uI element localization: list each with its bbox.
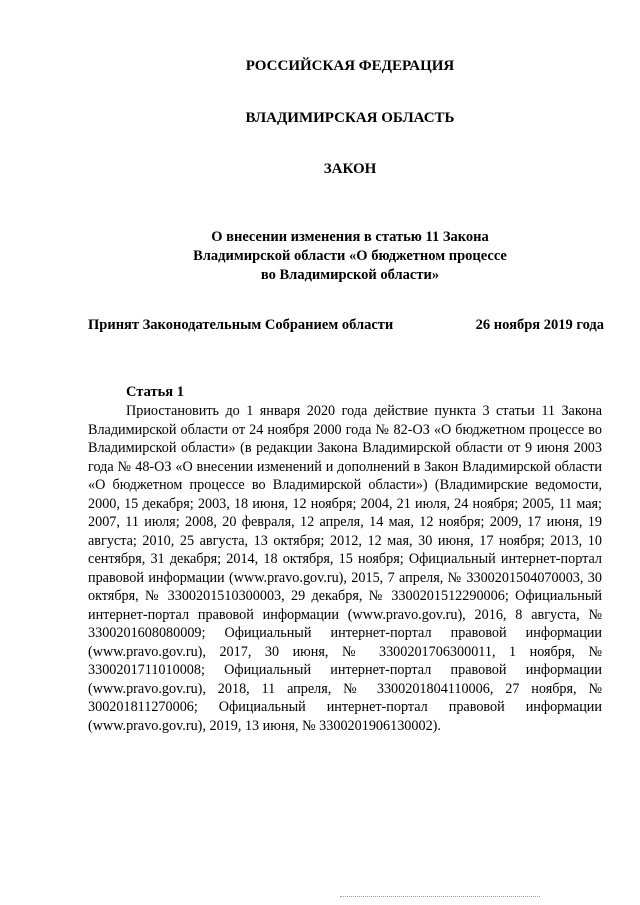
article-heading: Статья 1 — [126, 384, 184, 400]
law-title-line: О внесении изменения в статью 11 Закона — [211, 229, 489, 245]
region-heading: ВЛАДИМИРСКАЯ ОБЛАСТЬ — [245, 110, 455, 126]
scan-artifact-line — [340, 896, 540, 900]
adoption-date: 26 ноября 2019 года — [475, 317, 604, 333]
country-heading: РОССИЙСКАЯ ФЕДЕРАЦИЯ — [245, 58, 455, 74]
adoption-line — [88, 317, 604, 334]
adopted-by-text: Принят Законодательным Собранием области — [88, 317, 394, 333]
law-title — [40, 228, 640, 285]
document-type-heading: ЗАКОН — [323, 161, 377, 177]
law-title-line: во Владимирской области» — [260, 267, 440, 283]
article-body: Приостановить до 1 января 2020 года действие пункта 3 статьи 11 Закона Владимирской области от 24 ноября 2000 года № 82-ОЗ «О бюджетном процессе во Владимирской области» (в редакции Закона Владимирской области от 9 июня 2003 года № 48-ОЗ «О внесении изменений и дополнений в Закон Владимирской области «О бюджетном процессе во Владимирской области») (Владимирские ведомости, 2000, 15 декабря; 2003, 18 июня, 12 ноября; 2004, 21 июля, 24 ноября; 2005, 11 мая; 2007, 11 июля; 2008, 20 февраля, 12 апреля, 14 мая, 12 ноября; 2009, 17 июня, 19 августа; 2010, 25 августа, 13 октября; 2012, 12 мая, 30 июня, 17 ноября; 2013, 10 сентября, 31 декабря; 2014, 18 октября, 15 ноября; Официальный интернет-портал правовой информации (www.pravo.gov.ru), 2015, 7 апреля, № 3300201504070003, 30 октября, № 3300201510300003, 29 декабря, № 3300201512290006; Официальный интернет-портал правовой информации (www.pravo.gov.ru), 2016, 8 августа, № 3300201608080009; Официальный интернет-портал правовой информации (www.pravo.gov.ru), 2017, 30 июня, № 3300201706300011, 1 ноября, № 3300201711010008; Официальный интернет-портал правовой информации (www.pravo.gov.ru), 2018, 11 апреля, № 3300201804110006, 27 ноября, № 300201811270006; Официальный интернет-портал правовой информации (www.pravo.gov.ru), 2019, 13 июня, № 3300201906130002). — [88, 403, 602, 734]
law-title-line: Владимирской области «О бюджетном процессе — [193, 248, 507, 264]
